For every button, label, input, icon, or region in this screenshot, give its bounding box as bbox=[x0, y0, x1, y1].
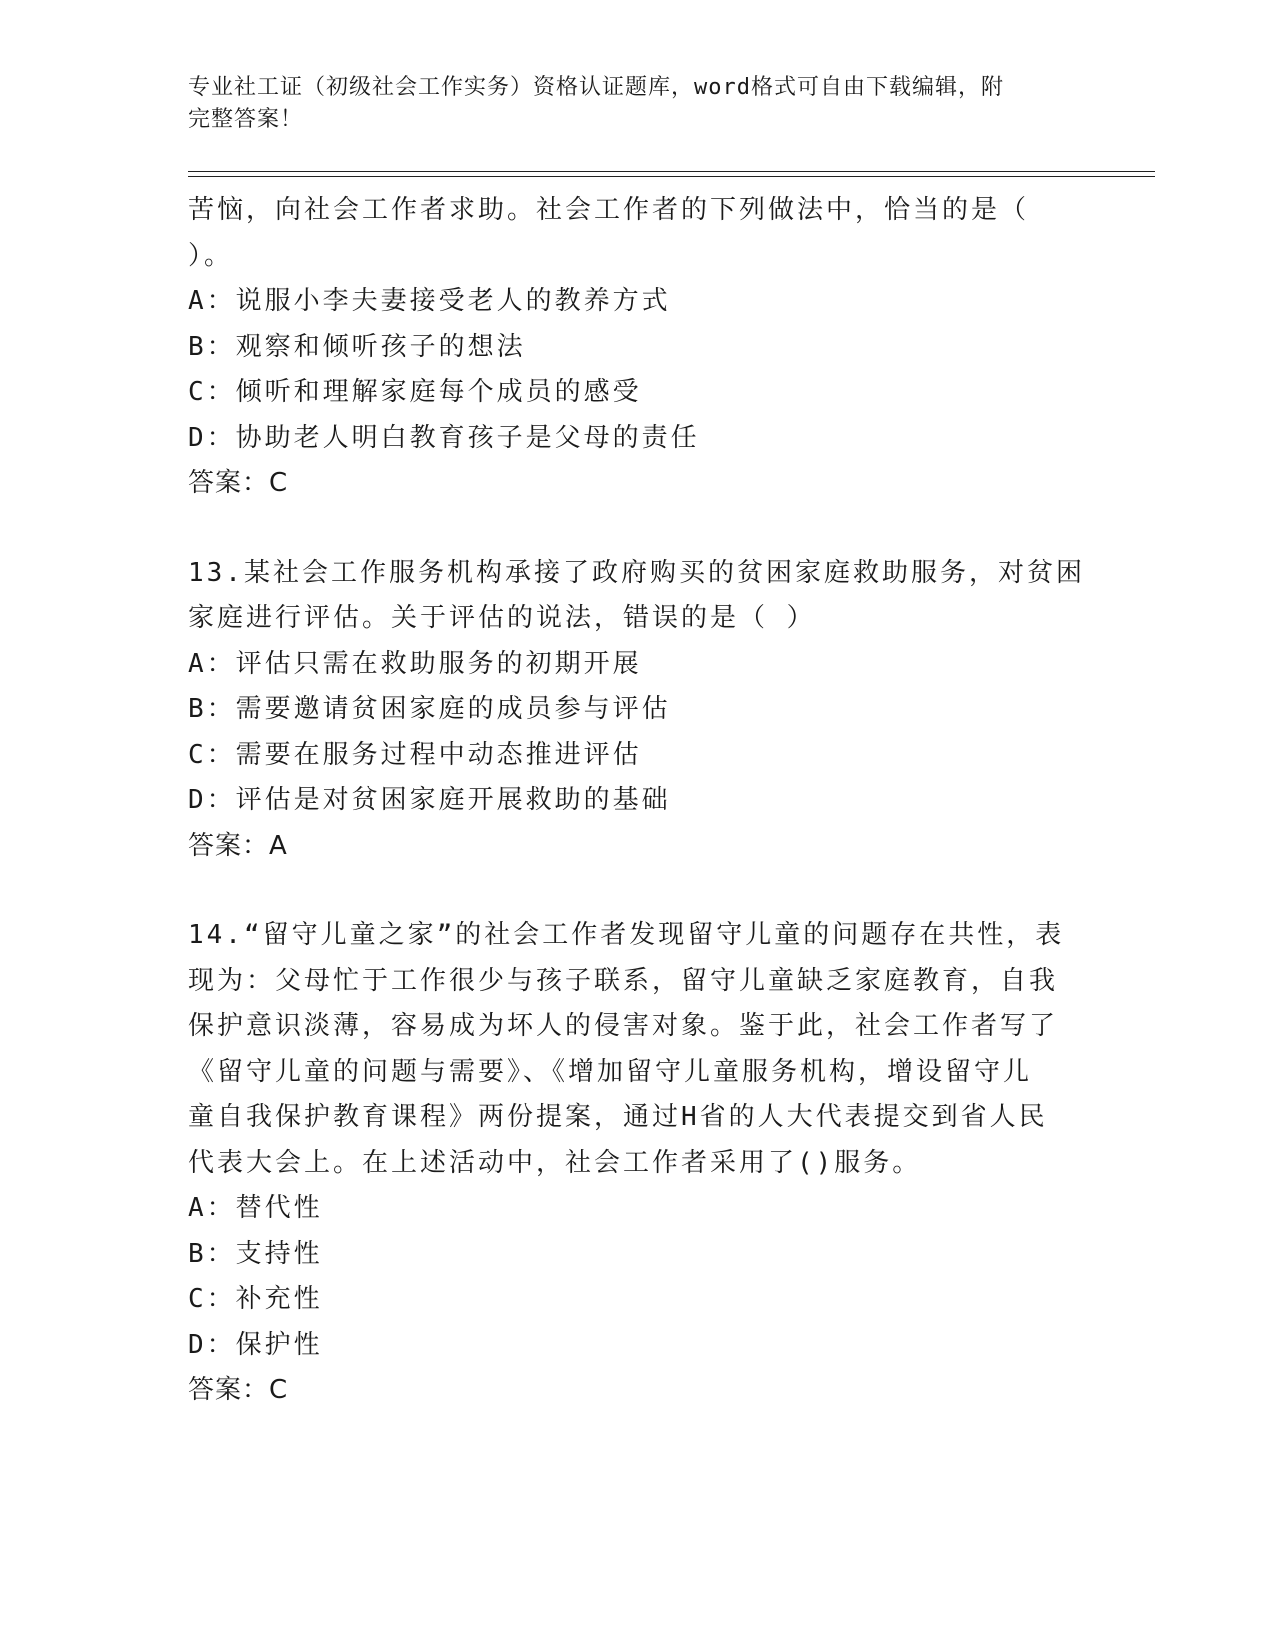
header-divider-top bbox=[188, 171, 1155, 172]
option-b: B：需要邀请贫困家庭的成员参与评估 bbox=[188, 694, 671, 724]
page-header bbox=[188, 72, 1088, 136]
option-c: C：补充性 bbox=[188, 1284, 323, 1314]
option-a: A：替代性 bbox=[188, 1193, 323, 1223]
question-stem-line: 童自我保护教育课程》两份提案，通过H省的人大代表提交到省人民 bbox=[188, 1102, 1048, 1132]
question-stem-line: 现为：父母忙于工作很少与孩子联系，留守儿童缺乏家庭教育，自我 bbox=[188, 965, 1059, 996]
header-divider-bottom bbox=[188, 176, 1155, 177]
question-stem-line: ）。 bbox=[188, 240, 234, 271]
option-c: C：需要在服务过程中动态推进评估 bbox=[188, 739, 642, 770]
option-a: A：说服小李夫妻接受老人的教养方式 bbox=[188, 286, 671, 316]
spacer bbox=[188, 869, 1088, 913]
question-stem-line: 14.“留守儿童之家”的社会工作者发现留守儿童的问题存在共性，表 bbox=[188, 920, 1065, 950]
header-title-line-1: 专业社工证（初级社会工作实务）资格认证题库，word格式可自由下载编辑，附 bbox=[188, 75, 1004, 100]
question-stem-line: 13.某社会工作服务机构承接了政府购买的贫困家庭救助服务，对贫困 bbox=[188, 557, 1085, 588]
option-c: C：倾听和理解家庭每个成员的感受 bbox=[188, 377, 642, 407]
option-b: B：观察和倾听孩子的想法 bbox=[188, 331, 526, 362]
question-stem-line: 家庭进行评估。关于评估的说法，错误的是（ ） bbox=[188, 603, 816, 633]
question-stem-line: 苦恼，向社会工作者求助。社会工作者的下列做法中，恰当的是（ bbox=[188, 195, 1030, 225]
header-title-line-2: 完整答案！ bbox=[188, 107, 304, 132]
question-stem-line: 代表大会上。在上述活动中，社会工作者采用了()服务。 bbox=[188, 1147, 922, 1178]
question-stem-line: 《留守儿童的问题与需要》、《增加留守儿童服务机构，增设留守儿 bbox=[188, 1056, 1033, 1087]
question-12 bbox=[188, 188, 1088, 507]
question-13 bbox=[188, 551, 1088, 870]
question-stem-line: 保护意识淡薄，容易成为坏人的侵害对象。鉴于此，社会工作者写了 bbox=[188, 1011, 1059, 1041]
question-14 bbox=[188, 913, 1088, 1414]
spacer bbox=[188, 507, 1088, 551]
option-d: D：评估是对贫困家庭开展救助的基础 bbox=[188, 785, 671, 815]
answer: 答案：C bbox=[188, 468, 289, 498]
option-d: D：协助老人明白教育孩子是父母的责任 bbox=[188, 422, 700, 453]
option-d: D：保护性 bbox=[188, 1329, 323, 1360]
answer: 答案：C bbox=[188, 1375, 289, 1405]
answer: 答案：A bbox=[188, 830, 288, 861]
option-a: A：评估只需在救助服务的初期开展 bbox=[188, 648, 642, 679]
question-content bbox=[188, 188, 1088, 1414]
option-b: B：支持性 bbox=[188, 1238, 323, 1269]
